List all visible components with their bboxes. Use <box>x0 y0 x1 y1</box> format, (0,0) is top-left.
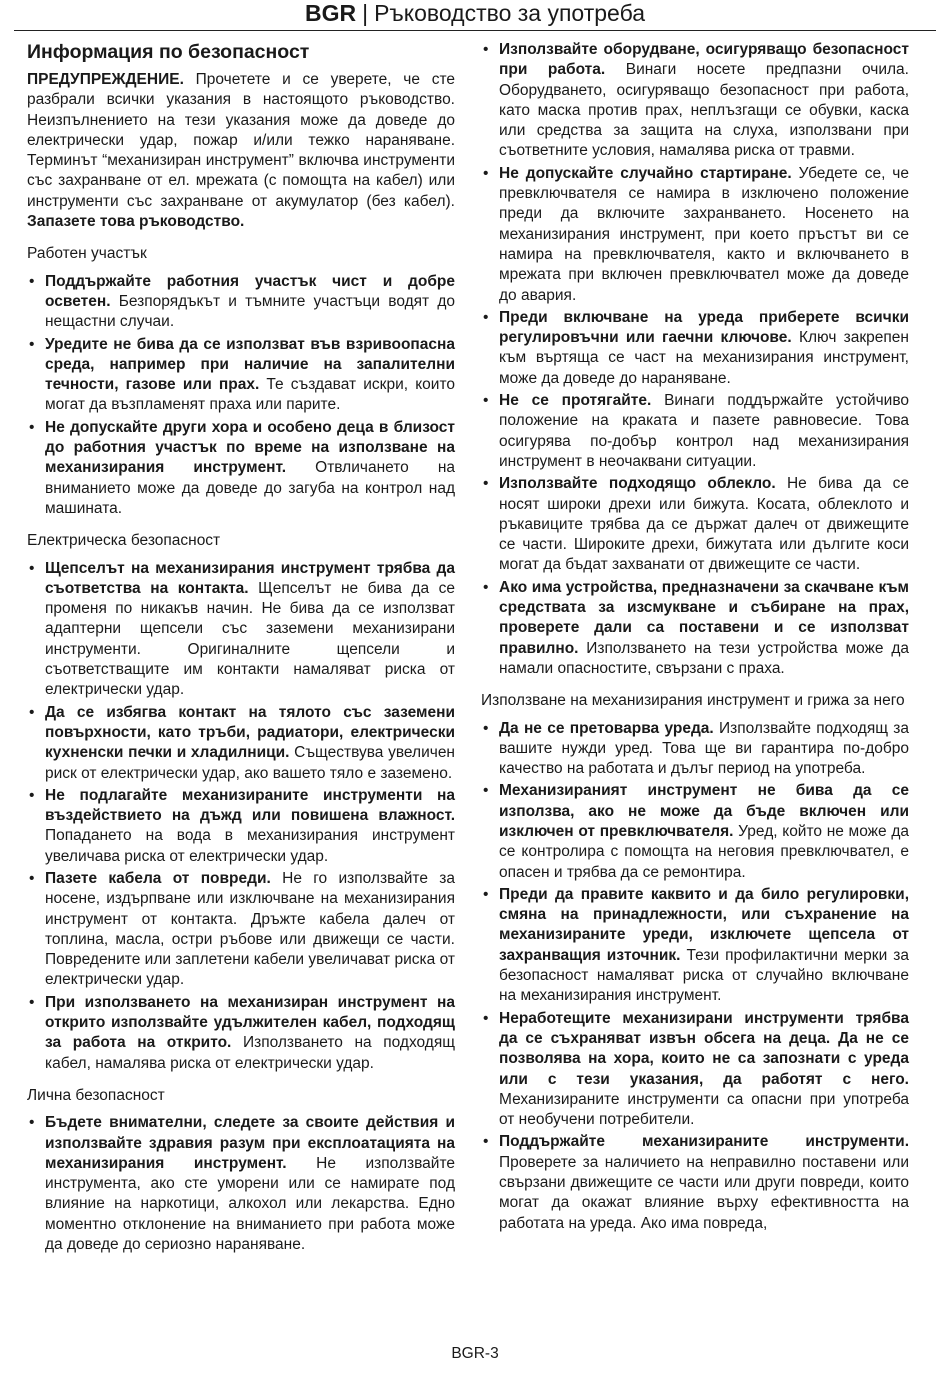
list-item <box>27 1113 455 1255</box>
item-text: Ключ закрепен към въртяща се част на механизирания инструмент, може да доведе до нараняване. <box>499 329 909 387</box>
bullet-list <box>27 1113 455 1255</box>
item-text: Винаги носете предпазни очила. Оборудването, осигуряващо безопасност при работа, като маска против прах, неплъзгащи се обувки, каска или средства за защита на слуха, използвани при съответните условия, намалява риска от травми. <box>499 61 909 160</box>
item-bold: Поддържайте работния участък чист и добре осветен. <box>45 272 455 310</box>
item-bold: Използвайте подходящо облекло. <box>499 475 776 493</box>
item-bold: При използването на механизиран инструмент на открито използвайте удължителен кабел, подходящ за работа на открито. <box>45 993 455 1052</box>
list-item <box>27 703 455 784</box>
list-item <box>481 164 909 306</box>
item-bold: Не допускайте други хора и особено деца в близост до работния участък по време на използване на механизирания инструмент. <box>45 418 455 477</box>
item-bold: Да се избягва контакт на тялото със заземени повърхности, като тръби, радиатори, електрически кухненски печки и хладилници. <box>45 703 455 762</box>
language-code: BGR <box>304 0 357 26</box>
section-heading: Информация по безопасност <box>27 41 310 63</box>
list-item <box>27 418 455 519</box>
item-text: Използвайте подходящ за вашите нужди уред. Това ще ви гарантира по-добро качество на работата и дълъг период на употреба. <box>499 719 909 778</box>
bullet-list <box>481 40 909 679</box>
list-item <box>481 1009 909 1131</box>
subsection-title: Използване на механизирания инструмент и грижа за него <box>481 692 905 710</box>
list-item <box>27 559 455 701</box>
header-title: Ръководство за употреба <box>374 0 646 26</box>
item-text: Винаги поддържайте устойчиво положение на краката и пазете равновесие. Това осигурява по-добър контрол над механизирания инструмент в неочаквани ситуации. <box>499 392 909 470</box>
item-bold: Ако има устройства, предназначени за скачване към средствата за изсмукване и събиране на прах, проверете дали са поставени и се използват правилно. <box>499 578 909 657</box>
item-text: Безпорядъкът и тъмните участъци водят до нещастни случаи. <box>45 292 455 331</box>
item-text: Те създават искри, които могат да възпламенят праха или парите. <box>45 376 455 414</box>
list-item <box>481 308 909 389</box>
bullet-list <box>27 272 455 520</box>
item-text: Попадането на вода в механизирания инструмент увеличава риска от електрически удар. <box>45 827 455 865</box>
item-bold: Не допускайте случайно стартиране. <box>499 164 792 182</box>
item-text: Не го използвайте за носене, издърпване или изключване на механизирания инструмент от контакта. Дръжте кабела далеч от топлина, масла, остри ръбове или движещи се части. Повредените или заплетени кабели увеличават риска от електрически удар. <box>45 869 455 989</box>
warning-label: ПРЕДУПРЕЖДЕНИЕ. <box>27 71 184 88</box>
item-bold: Не се протягайте. <box>499 392 652 410</box>
item-bold: Да не се претоварва уреда. <box>499 719 714 737</box>
list-item <box>481 719 909 780</box>
list-item <box>481 781 909 882</box>
subsection-title: Работен участък <box>27 245 147 263</box>
page-header <box>14 0 936 31</box>
list-item <box>481 885 909 1007</box>
item-bold: Механизираният инструмент не бива да се използва, ако не може да бъде включен или изключен от превключвателя. <box>499 782 909 840</box>
list-item <box>27 993 455 1074</box>
subsection-title: Лична безопасност <box>27 1086 165 1104</box>
item-text: Използването на подходящ кабел, намалява риска от електрически удар. <box>45 1034 455 1072</box>
page-number: BGR-3 <box>451 1345 499 1362</box>
item-bold: Бъдете внимателни, следете за своите действия и използвайте здравия разум при експлоатацията на механизирания инструмент. <box>45 1114 455 1172</box>
list-item <box>27 335 455 416</box>
list-item <box>481 1132 909 1233</box>
list-item <box>481 40 909 162</box>
intro-paragraph <box>27 70 455 232</box>
list-item <box>27 869 455 991</box>
keep-manual-note: Запазете това ръководство. <box>27 213 245 231</box>
item-text: Убедете се, че превключвателя се намира в изключено положение преди да включите захранването. Носенето на механизирания инструмент, при което пръстът ви се намира на превключвателя, както и включването в мрежата при включен превключвател може да доведе до авария. <box>499 164 909 304</box>
item-text: Съществува увеличен риск от електрически удар, ако вашето тяло е заземено. <box>45 744 455 782</box>
list-item <box>27 786 455 867</box>
list-item <box>481 474 909 575</box>
item-bold: Уредите не бива да се използват във взривоопасна среда, например при наличие на запалителни течности, газове или прах. <box>45 335 455 394</box>
item-bold: Не подлагайте механизираните инструменти на въздействието на дъжд или повишена влажност. <box>45 786 455 825</box>
item-text: Тези профилактични мерки за безопасност намаляват риска от случайно включване на механизирания инструмент. <box>499 946 909 1005</box>
list-item <box>481 391 909 472</box>
item-bold: Пазете кабела от повреди. <box>45 869 271 887</box>
item-text: Проверете за наличието на неправилно поставени или свързани движещите се части или други повреди, които могат да окажат влияние върху ефективността на работата на уреда. Ако има повреда, <box>499 1153 909 1232</box>
item-bold: Преди да правите каквито и да било регулировки, смяна на принадлежности, или съхранение на механизираните уреди, изключете щепсела от захранващия източник. <box>499 885 909 964</box>
item-bold: Неработещите механизирани инструменти трябва да се съхраняват извън обсега на деца. Да не се позволява на хора, които не са запознати с уреда или с тези указания, да работят с него. <box>499 1009 909 1088</box>
item-text: Не бива да се носят широки дрехи или бижута. Косата, облеклото и ръкавиците трябва да се държат далеч от движещите се части. Широките дрехи, бижутата или дългите коси могат да бъдат захванати от движещите се части. <box>499 475 909 574</box>
item-bold: Използвайте оборудване, осигуряващо безопасност при работа. <box>499 41 909 79</box>
item-text: Не използвайте инструмента, ако сте уморени или се намирате под влияние на наркотици, алкохол или лекарства. Едно моментно отклонение на вниманието при работа може да доведе до сериозно нараняване. <box>45 1154 455 1254</box>
header-separator: | <box>362 0 369 26</box>
left-column <box>27 40 455 1257</box>
subsection-title: Електрическа безопасност <box>27 532 221 550</box>
item-bold: Преди включване на уреда приберете всички регулировъчни или гаечни ключове. <box>499 308 909 347</box>
item-text: Използването на тези устройства може да намали опасностите, свързани с праха. <box>499 639 909 677</box>
right-column <box>481 40 909 1236</box>
item-text: Механизираните инструменти са опасни при употреба от необучени потребители. <box>499 1090 909 1129</box>
list-item <box>27 272 455 333</box>
item-text: Отвличането на вниманието може да доведе до загуба на контрол над машината. <box>45 459 456 517</box>
bullet-list <box>481 719 909 1234</box>
list-item <box>481 578 909 679</box>
item-text: Щепселът не бива да се променя по никакъв начин. Не бива да се използват адаптерни щепсели със заземени механизирани инструменти. Оригиналните щепсели и съответстващите им контакти намаляват риска от електрически удар. <box>45 579 456 699</box>
item-bold: Щепселът на механизирания инструмент трябва да съответства на контакта. <box>45 559 455 597</box>
intro-text: Прочетете и се уверете, че сте разбрали всички указания в настоящото ръководство. Неизпълнението на тези указания може да доведе до електрически удар, пожар и/или тежко нараняване. Терминът “механизиран инструмент” включва инструменти със захранване от ел. мрежата (с помощта на кабел) или инструменти със захранване от акумулатор (без кабел). <box>27 71 455 210</box>
item-bold: Поддържайте механизираните инструменти. <box>499 1133 909 1151</box>
bullet-list <box>27 559 455 1074</box>
item-text: Уред, който не може да се контролира с помощта на неговия превключвател, е опасен и трябва да се ремонтира. <box>499 822 909 881</box>
